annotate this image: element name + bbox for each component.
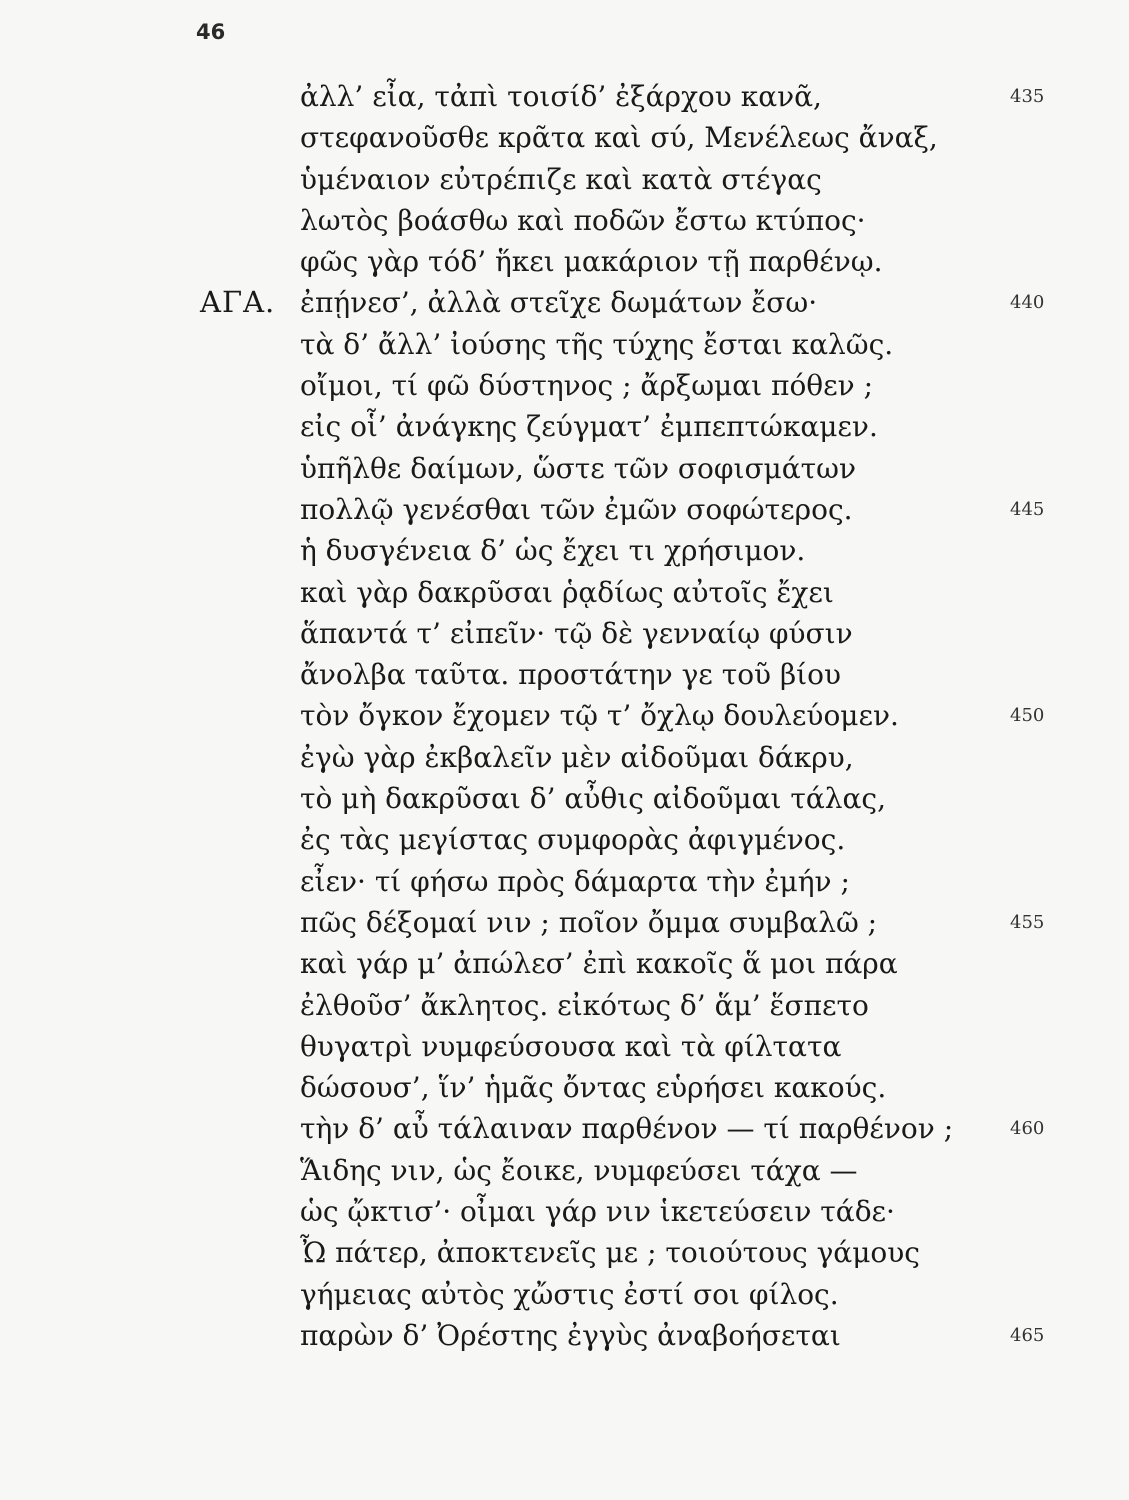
verse-line xyxy=(0,489,1129,530)
verse-text: ὡς ᾤκτισ’· οἶμαι γάρ νιν ἱκετεύσειν τάδε· xyxy=(300,1195,895,1229)
verse-text: ἐλθοῦσ’ ἄκλητος. εἰκότως δ’ ἅμ’ ἕσπετο xyxy=(300,988,869,1022)
verse-line xyxy=(0,572,1129,613)
verse-line xyxy=(0,695,1129,736)
verse-line xyxy=(0,985,1129,1026)
verse-text: καὶ γάρ μ’ ἀπώλεσ’ ἐπὶ κακοῖς ἅ μοι πάρα xyxy=(300,947,898,981)
line-number: 445 xyxy=(1010,498,1045,520)
verse-line xyxy=(0,861,1129,902)
verse-text: λωτὸς βοάσθω καὶ ποδῶν ἔστω κτύπος· xyxy=(300,203,866,237)
verse-line xyxy=(0,1108,1129,1149)
verse-text: ἐς τὰς μεγίστας συμφορὰς ἀφιγμένος. xyxy=(300,823,846,857)
verse-line xyxy=(0,1315,1129,1356)
verse-text: ἡ δυσγένεια δ’ ὡς ἔχει τι χρήσιμον. xyxy=(300,534,806,568)
verse-text: τὰ δ’ ἄλλ’ ἰούσης τῆς τύχης ἔσται καλῶς. xyxy=(300,327,894,361)
verse-text: στεφανοῦσθε κρᾶτα καὶ σύ, Μενέλεως ἄναξ, xyxy=(300,121,938,155)
line-number: 450 xyxy=(1010,705,1045,727)
verse-line xyxy=(0,365,1129,406)
verse-text: ὑμέναιον εὐτρέπιζε καὶ κατὰ στέγας xyxy=(300,162,822,196)
verse-text: πολλῷ γενέσθαι τῶν ἐμῶν σοφώτερος. xyxy=(300,492,853,526)
verse-line xyxy=(0,902,1129,943)
verse-line xyxy=(0,654,1129,695)
verse-text: Ἅιδης νιν, ὡς ἔοικε, νυμφεύσει τάχα — xyxy=(300,1153,858,1187)
verse-text: τὸ μὴ δακρῦσαι δ’ αὖθις αἰδοῦμαι τάλας, xyxy=(300,782,887,816)
verse-text: φῶς γὰρ τόδ’ ἥκει μακάριον τῇ παρθένῳ. xyxy=(300,245,883,279)
line-number: 465 xyxy=(1010,1324,1045,1346)
verse-line xyxy=(0,200,1129,241)
verse-text: δώσουσ’, ἵν’ ἡμᾶς ὄντας εὑρήσει κακούς. xyxy=(300,1071,887,1105)
verse-line xyxy=(0,448,1129,489)
verse-line xyxy=(0,406,1129,447)
verse-text: Ὦ πάτερ, ἀποκτενεῖς με ; τοιούτους γάμους xyxy=(300,1236,920,1270)
verse-line xyxy=(0,1274,1129,1315)
verse-line xyxy=(0,1150,1129,1191)
verse-text: τὴν δ’ αὖ τάλαιναν παρθένον — τί παρθένον ; xyxy=(300,1112,954,1146)
verse-line xyxy=(0,1026,1129,1067)
line-number: 460 xyxy=(1010,1118,1045,1140)
verse-text: εἰς οἷ’ ἀνάγκης ζεύγματ’ ἐμπεπτώκαμεν. xyxy=(300,410,878,444)
verse-line xyxy=(0,1067,1129,1108)
verse-line xyxy=(0,737,1129,778)
verse-line xyxy=(0,1191,1129,1232)
verse-line xyxy=(0,282,1129,323)
verse-text: ὑπῆλθε δαίμων, ὥστε τῶν σοφισμάτων xyxy=(300,451,857,485)
line-number: 455 xyxy=(1010,911,1045,933)
verse-text: θυγατρὶ νυμφεύσουσα καὶ τὰ φίλτατα xyxy=(300,1029,842,1063)
verse-text: παρὼν δ’ Ὀρέστης ἐγγὺς ἀναβοήσεται xyxy=(300,1318,841,1352)
speaker-label: ΑΓΑ. xyxy=(200,285,276,320)
page-number: 46 xyxy=(196,20,226,44)
verse-text: πῶς δέξομαί νιν ; ποῖον ὄμμα συμβαλῶ ; xyxy=(300,905,878,939)
verse-line xyxy=(0,943,1129,984)
verse-text: ἅπαντά τ’ εἰπεῖν· τῷ δὲ γενναίῳ φύσιν xyxy=(300,616,853,650)
line-number: 440 xyxy=(1010,292,1045,314)
verse-line xyxy=(0,778,1129,819)
verse-line xyxy=(0,530,1129,571)
verse-text: καὶ γὰρ δακρῦσαι ῥᾳδίως αὐτοῖς ἔχει xyxy=(300,575,834,609)
verse-line xyxy=(0,324,1129,365)
verse-text: εἶεν· τί φήσω πρὸς δάμαρτα τὴν ἐμήν ; xyxy=(300,864,850,898)
verse-text: τὸν ὄγκον ἔχομεν τῷ τ’ ὄχλῳ δουλεύομεν. xyxy=(300,699,899,733)
verse-line xyxy=(0,1232,1129,1273)
verse-list xyxy=(0,76,1129,1356)
verse-line xyxy=(0,241,1129,282)
verse-text: ἐπῄνεσ’, ἀλλὰ στεῖχε δωμάτων ἔσω· xyxy=(300,286,818,320)
verse-text: οἴμοι, τί φῶ δύστηνος ; ἄρξωμαι πόθεν ; xyxy=(300,369,874,403)
verse-text: ἐγὼ γὰρ ἐκβαλεῖν μὲν αἰδοῦμαι δάκρυ, xyxy=(300,740,854,774)
line-number: 435 xyxy=(1010,86,1045,107)
verse-text: ἀλλ’ εἶα, τἀπὶ τοισίδ’ ἐξάρχου κανᾶ, xyxy=(300,80,822,113)
verse-text: γήμειας αὐτὸς χὤστις ἐστί σοι φίλος. xyxy=(300,1277,839,1311)
verse-line xyxy=(0,76,1129,117)
verse-line xyxy=(0,613,1129,654)
verse-line xyxy=(0,819,1129,860)
verse-line xyxy=(0,117,1129,158)
verse-text: ἄνολβα ταῦτα. προστάτην γε τοῦ βίου xyxy=(300,658,842,692)
verse-line xyxy=(0,159,1129,200)
